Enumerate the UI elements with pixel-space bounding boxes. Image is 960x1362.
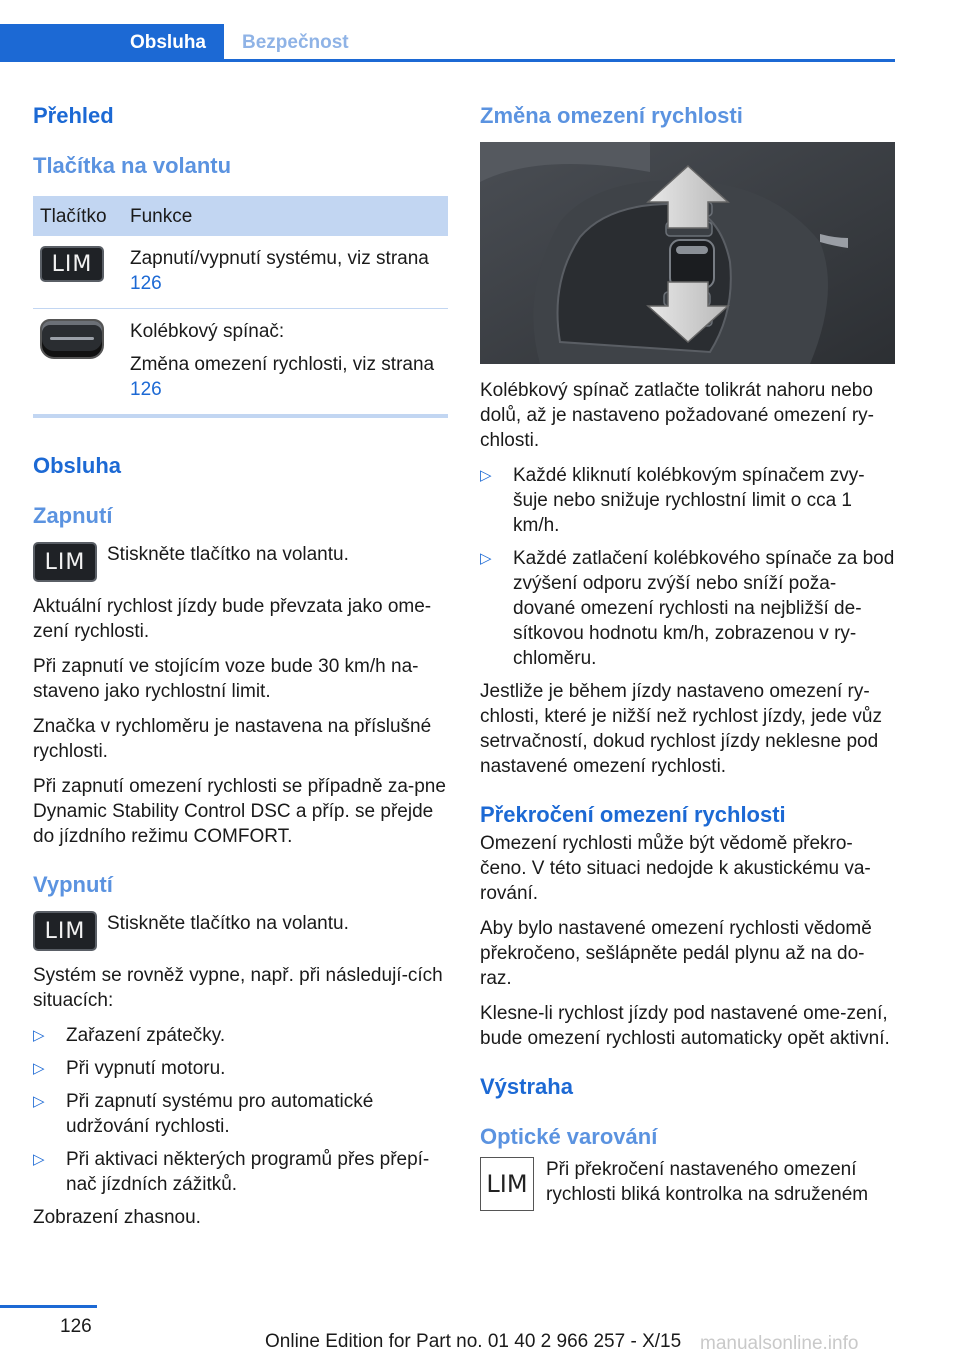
function-text: Kolébkový spínač: bbox=[130, 321, 285, 342]
off-list bbox=[33, 1023, 448, 1197]
optical-warning bbox=[480, 1157, 895, 1211]
on-press-text: Stiskněte tlačítko na volantu. bbox=[107, 544, 349, 565]
icon-cell bbox=[33, 236, 123, 309]
exceed-heading: Překročení omezení rychlosti bbox=[480, 802, 786, 827]
table-row bbox=[33, 236, 448, 309]
col-header-function: Funkce bbox=[123, 196, 448, 236]
left-column bbox=[33, 100, 448, 1240]
function-cell bbox=[123, 236, 448, 309]
paragraph: Systém se rovněž vypne, např. při následují‐cích situacích: bbox=[33, 965, 443, 1011]
paragraph: Aby bylo nastavené omezení rychlosti vědomě překročeno, sešlápněte pedál plynu až na do‐raz. bbox=[480, 918, 872, 989]
buttons-table bbox=[33, 196, 448, 418]
list-item: ▷ Při vypnutí motoru. bbox=[33, 1056, 448, 1081]
tab-label: Obsluha bbox=[129, 32, 206, 53]
warning-heading: Výstraha bbox=[480, 1074, 573, 1099]
paragraph: Kolébkový spínač zatlačte tolikrát nahoru nebo dolů, až je nastaveno požadované omezení ry‐chlosti. bbox=[480, 380, 874, 451]
off-instruction bbox=[33, 911, 448, 951]
paragraph: Aktuální rychlost jízdy bude převzata jako ome‐zení rychlosti. bbox=[33, 596, 432, 642]
tab-obsluha[interactable] bbox=[0, 24, 224, 62]
page-link[interactable]: 126 bbox=[130, 273, 162, 294]
function-cell bbox=[123, 309, 448, 417]
tab-label: Bezpečnost bbox=[242, 32, 349, 53]
on-heading: Zapnutí bbox=[33, 503, 113, 528]
page-number-rule bbox=[0, 1305, 97, 1308]
off-press-text: Stiskněte tlačítko na volantu. bbox=[107, 913, 349, 934]
list-item: ▷ Při zapnutí systému pro automatické udržování rychlosti. bbox=[33, 1089, 448, 1139]
steering-wheel-illustration bbox=[480, 142, 895, 364]
optical-text: Při překročení nastaveného omezení rychlosti bliká kontrolka na sdruženém bbox=[546, 1159, 869, 1205]
col-header-button: Tlačítko bbox=[33, 196, 123, 236]
list-item: ▷ Zařazení zpátečky. bbox=[33, 1023, 448, 1048]
paragraph: Při zapnutí ve stojícím voze bude 30 km/h na‐staveno jako rychlostní limit. bbox=[33, 656, 419, 702]
table-row bbox=[33, 309, 448, 417]
change-list bbox=[480, 463, 895, 671]
rocker-switch-icon bbox=[40, 319, 104, 359]
section-tabs bbox=[0, 24, 895, 62]
edition-footer: Online Edition for Part no. 01 40 2 966 257 - X/15 bbox=[265, 1331, 682, 1352]
paragraph: Omezení rychlosti může být vědomě překro‐čeno. V této situaci nedojde k akustickému va‐rování. bbox=[480, 833, 871, 904]
paragraph: Klesne-li rychlost jízdy pod nastavené ome‐zení, bude omezení rychlosti automaticky opět aktivní. bbox=[480, 1003, 890, 1049]
lim-button-icon: LIM bbox=[33, 911, 97, 951]
paragraph: Značka v rychloměru je nastavena na příslušné rychlosti. bbox=[33, 716, 432, 762]
function-text: Změna omezení rychlosti, viz strana bbox=[130, 354, 435, 375]
lim-button-icon: LIM bbox=[40, 246, 104, 282]
buttons-heading: Tlačítka na volantu bbox=[33, 153, 232, 178]
list-item: ▷ Každé kliknutí kolébkovým spínačem zvy‐šuje nebo snižuje rychlostní limit o cca 1 km/h. bbox=[480, 463, 895, 538]
list-item: ▷ Každé zatlačení kolébkového spínače za bod zvýšení odporu zvýší nebo sníží poža‐dované omezení rychlosti na nejbližší de‐sítkovou hodnotu km/h, zobrazenou v ry‐chloměru. bbox=[480, 546, 895, 671]
page-number: 126 bbox=[60, 1316, 92, 1337]
table-header-row bbox=[33, 196, 448, 236]
function-text: Zapnutí/vypnutí systému, viz strana bbox=[130, 248, 429, 269]
off-heading: Vypnutí bbox=[33, 872, 113, 897]
list-item: ▷ Při aktivaci některých programů přes přepí‐nač jízdních zážitků. bbox=[33, 1147, 448, 1197]
tab-divider bbox=[224, 59, 895, 62]
icon-cell bbox=[33, 309, 123, 417]
on-instruction bbox=[33, 542, 448, 582]
paragraph: Zobrazení zhasnou. bbox=[33, 1207, 201, 1228]
change-heading: Změna omezení rychlosti bbox=[480, 103, 743, 128]
steering-wheel-image bbox=[480, 142, 895, 364]
paragraph: Jestliže je během jízdy nastaveno omezení ry‐chlosti, které je nižší než rychlost jízdy, jede vůz setrvačností, dokud rychlost jízdy neklesne pod nastavené omezení rychlosti. bbox=[480, 681, 882, 777]
right-column bbox=[480, 100, 895, 1223]
page-link[interactable]: 126 bbox=[130, 379, 162, 400]
overview-heading: Přehled bbox=[33, 103, 114, 128]
paragraph: Při zapnutí omezení rychlosti se případně za‐pne Dynamic Stability Control DSC a příp. se přejde do jízdního režimu COMFORT. bbox=[33, 776, 446, 847]
lim-button-icon: LIM bbox=[33, 542, 97, 582]
tab-bezpecnost[interactable] bbox=[242, 24, 349, 62]
lim-indicator-icon: LIM bbox=[480, 1157, 534, 1211]
optical-heading: Optické varování bbox=[480, 1124, 658, 1149]
operation-heading: Obsluha bbox=[33, 453, 122, 478]
watermark: manualsonline.info bbox=[700, 1333, 859, 1354]
